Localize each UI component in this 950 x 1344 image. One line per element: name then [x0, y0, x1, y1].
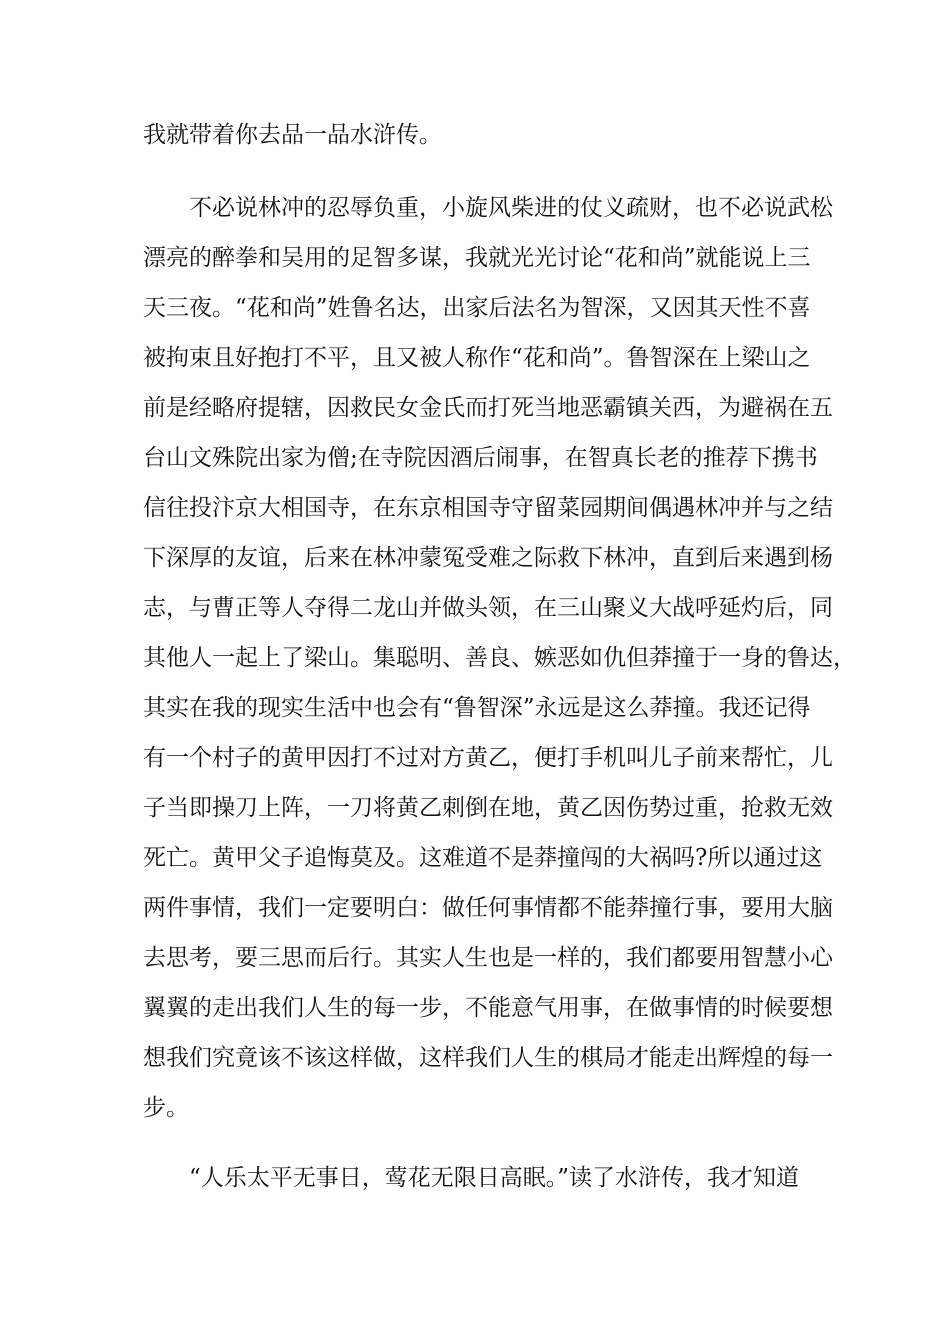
paragraph-2-line-15: 两件事情，我们一定要明白：做任何事情都不能莽撞行事，要用大脑: [143, 895, 833, 921]
paragraph-2-line-19: 步。: [143, 1095, 189, 1121]
paragraph-2-line-16: 去思考，要三思而后行。其实人生也是一样的，我们都要用智慧小心: [143, 945, 833, 971]
paragraph-2-line-12: 有一个村子的黄甲因打不过对方黄乙，便打手机叫儿子前来帮忙，儿: [143, 745, 833, 771]
paragraph-2-line-13: 子当即操刀上阵，一刀将黄乙刺倒在地，黄乙因伤势过重，抢救无效: [143, 795, 833, 821]
paragraph-2-line-7: 信往投汴京大相国寺，在东京相国寺守留菜园期间偶遇林冲并与之结: [143, 495, 833, 521]
paragraph-2-line-18: 想我们究竟该不该这样做，这样我们人生的棋局才能走出辉煌的每一: [143, 1045, 833, 1071]
paragraph-2-line-14: 死亡。黄甲父子追悔莫及。这难道不是莽撞闯的大祸吗?所以通过这: [143, 845, 823, 871]
paragraph-2-line-3: 天三夜。“花和尚”姓鲁名达，出家后法名为智深，又因其天性不喜: [143, 295, 811, 321]
paragraph-2-line-11: 其实在我的现实生活中也会有“鲁智深”永远是这么莽撞。我还记得: [143, 695, 811, 721]
paragraph-2-line-5: 前是经略府提辖，因救民女金氏而打死当地恶霸镇关西，为避祸在五: [143, 395, 833, 421]
paragraph-2-line-9: 志，与曹正等人夺得二龙山并做头领，在三山聚义大战呼延灼后，同: [143, 595, 833, 621]
paragraph-2-line-6: 台山文殊院出家为僧;在寺院因酒后闹事，在智真长老的推荐下携书: [143, 445, 818, 471]
paragraph-2-line-2: 漂亮的醉拳和吴用的足智多谋，我就光光讨论“花和尚”就能说上三: [143, 245, 811, 271]
paragraph-2-line-1: 不必说林冲的忍辱负重，小旋风柴进的仗义疏财，也不必说武松: [143, 195, 833, 221]
paragraph-2-line-4: 被拘束且好抱打不平，且又被人称作“花和尚”。鲁智深在上梁山之: [143, 345, 811, 371]
paragraph-2-line-8: 下深厚的友谊，后来在林冲蒙冤受难之际救下林冲，直到后来遇到杨: [143, 545, 833, 571]
paragraph-1-line-1: 我就带着你去品一品水浒传。: [143, 122, 442, 148]
paragraph-2-line-17: 翼翼的走出我们人生的每一步，不能意气用事，在做事情的时候要想: [143, 995, 833, 1021]
paragraph-2-line-10: 其他人一起上了梁山。集聪明、善良、嫉恶如仇但莽撞于一身的鲁达，: [143, 645, 856, 671]
paragraph-3-line-1: “人乐太平无事日，莺花无限日高眠。”读了水浒传，我才知道: [143, 1165, 800, 1191]
